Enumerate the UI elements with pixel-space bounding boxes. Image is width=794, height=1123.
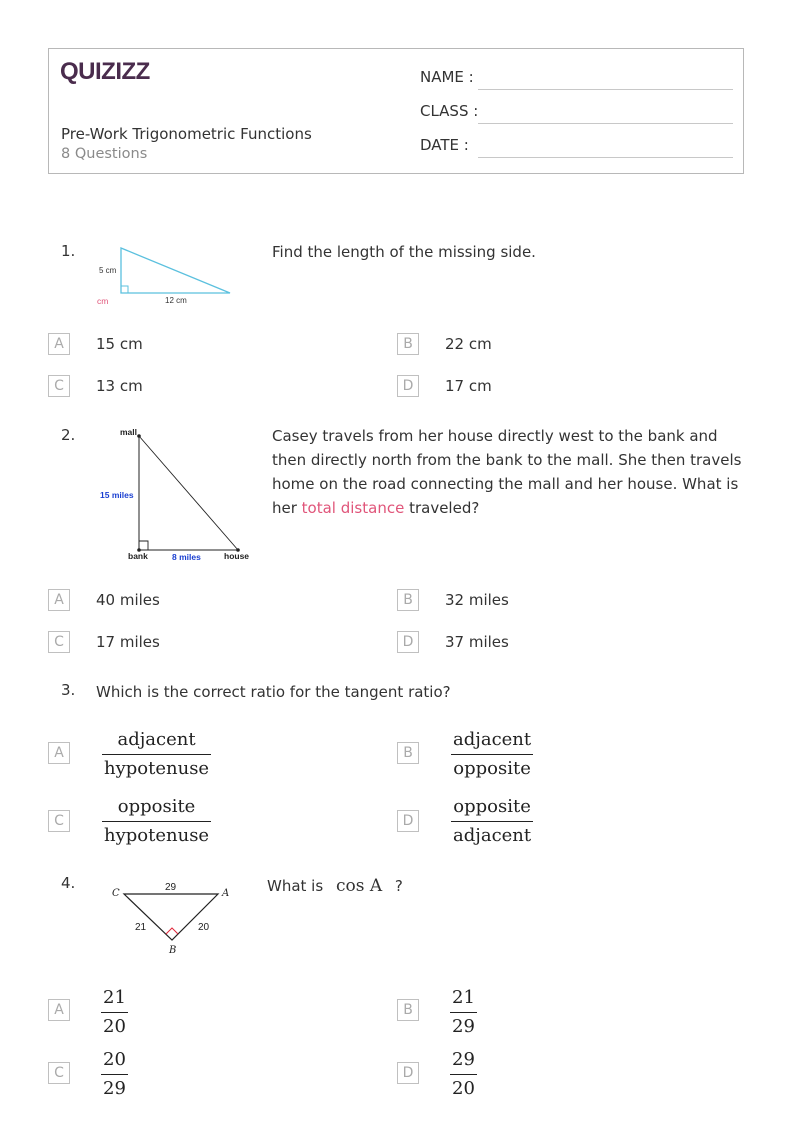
question-count: 8 Questions	[61, 146, 148, 162]
option-b-text: 32 miles	[445, 591, 509, 609]
option-c-fraction: opposite hypotenuse	[104, 796, 210, 846]
name-label: NAME :	[420, 68, 474, 86]
question-number: 4.	[61, 874, 76, 892]
option-b-box[interactable]: B	[397, 589, 419, 611]
class-label: CLASS :	[420, 102, 479, 120]
option-c-fraction: $\frac{20}{29}$	[103, 1049, 126, 1099]
option-c-box[interactable]: C	[48, 631, 70, 653]
option-b-box[interactable]: B	[397, 742, 419, 764]
cos-a-expression: cos A	[335, 876, 383, 896]
option-a-box[interactable]: A	[48, 589, 70, 611]
q2-horizontal-label: 8 miles	[172, 552, 201, 562]
question-text: What is cos A ?	[267, 876, 403, 896]
q1-side-a-label: 5 cm	[99, 266, 117, 275]
question-text: Casey travels from her house directly west to the bank and then directly north from the bank to the mall. She then travels home on the road connecting the mall and her house. What is her total distance traveled?	[272, 427, 742, 517]
option-b-box[interactable]: B	[397, 333, 419, 355]
option-a-box[interactable]: A	[48, 999, 70, 1021]
option-d-box[interactable]: D	[397, 1062, 419, 1084]
option-c-text: 13 cm	[96, 377, 143, 395]
option-a-text: 40 miles	[96, 591, 160, 609]
question-number: 2.	[61, 426, 76, 444]
option-c-text: 17 miles	[96, 633, 160, 651]
q1-unknown-label: cm	[97, 296, 109, 306]
option-d-box[interactable]: D	[397, 375, 419, 397]
q4-side-cb: 21	[135, 922, 147, 933]
option-a-box[interactable]: A	[48, 742, 70, 764]
quizizz-logo: QUIZIZZ	[60, 58, 150, 85]
q2-triangle-diagram	[96, 424, 258, 566]
question-number: 1.	[61, 242, 76, 260]
option-d-fraction: $\frac{29}{20}$	[452, 1049, 475, 1099]
date-label: DATE :	[420, 136, 469, 154]
worksheet-header	[48, 48, 744, 174]
q2-vertical-label: 15 miles	[100, 490, 134, 500]
option-b-text: 22 cm	[445, 335, 492, 353]
option-a-fraction: $\frac{21}{20}$	[103, 987, 126, 1037]
highlighted-phrase: total distance	[301, 499, 405, 517]
q4-vertex-b: B	[169, 945, 177, 956]
question-text: Find the length of the missing side.	[272, 243, 536, 261]
option-b-fraction: adjacent opposite	[453, 729, 532, 779]
option-a-box[interactable]: A	[48, 333, 70, 355]
question-number: 3.	[61, 681, 76, 699]
name-field[interactable]	[478, 89, 733, 90]
option-d-text: 37 miles	[445, 633, 509, 651]
option-c-box[interactable]: C	[48, 810, 70, 832]
option-a-text: 15 cm	[96, 335, 143, 353]
q4-side-ca: 29	[165, 882, 177, 893]
option-d-fraction: opposite adjacent	[453, 796, 532, 846]
option-d-box[interactable]: D	[397, 810, 419, 832]
option-c-box[interactable]: C	[48, 1062, 70, 1084]
q2-bank-label: bank	[128, 551, 148, 561]
option-c-box[interactable]: C	[48, 375, 70, 397]
q4-side-ab: 20	[198, 922, 210, 933]
q4-vertex-a: A	[222, 888, 230, 899]
option-b-box[interactable]: B	[397, 999, 419, 1021]
worksheet-title: Pre-Work Trigonometric Functions	[61, 125, 312, 143]
q4-vertex-c: C	[112, 888, 120, 899]
q2-house-label: house	[224, 551, 250, 561]
option-d-box[interactable]: D	[397, 631, 419, 653]
question-text: Which is the correct ratio for the tangent ratio?	[96, 683, 451, 701]
q4-triangle-diagram	[106, 876, 236, 958]
class-field[interactable]	[478, 123, 733, 124]
option-d-text: 17 cm	[445, 377, 492, 395]
q1-side-b-label: 12 cm	[165, 296, 187, 305]
date-field[interactable]	[478, 157, 733, 158]
q2-mall-label: mall	[120, 427, 138, 437]
option-b-fraction: $\frac{21}{29}$	[452, 987, 475, 1037]
option-a-fraction: adjacent hypotenuse	[104, 729, 210, 779]
q1-triangle-diagram	[92, 240, 242, 310]
